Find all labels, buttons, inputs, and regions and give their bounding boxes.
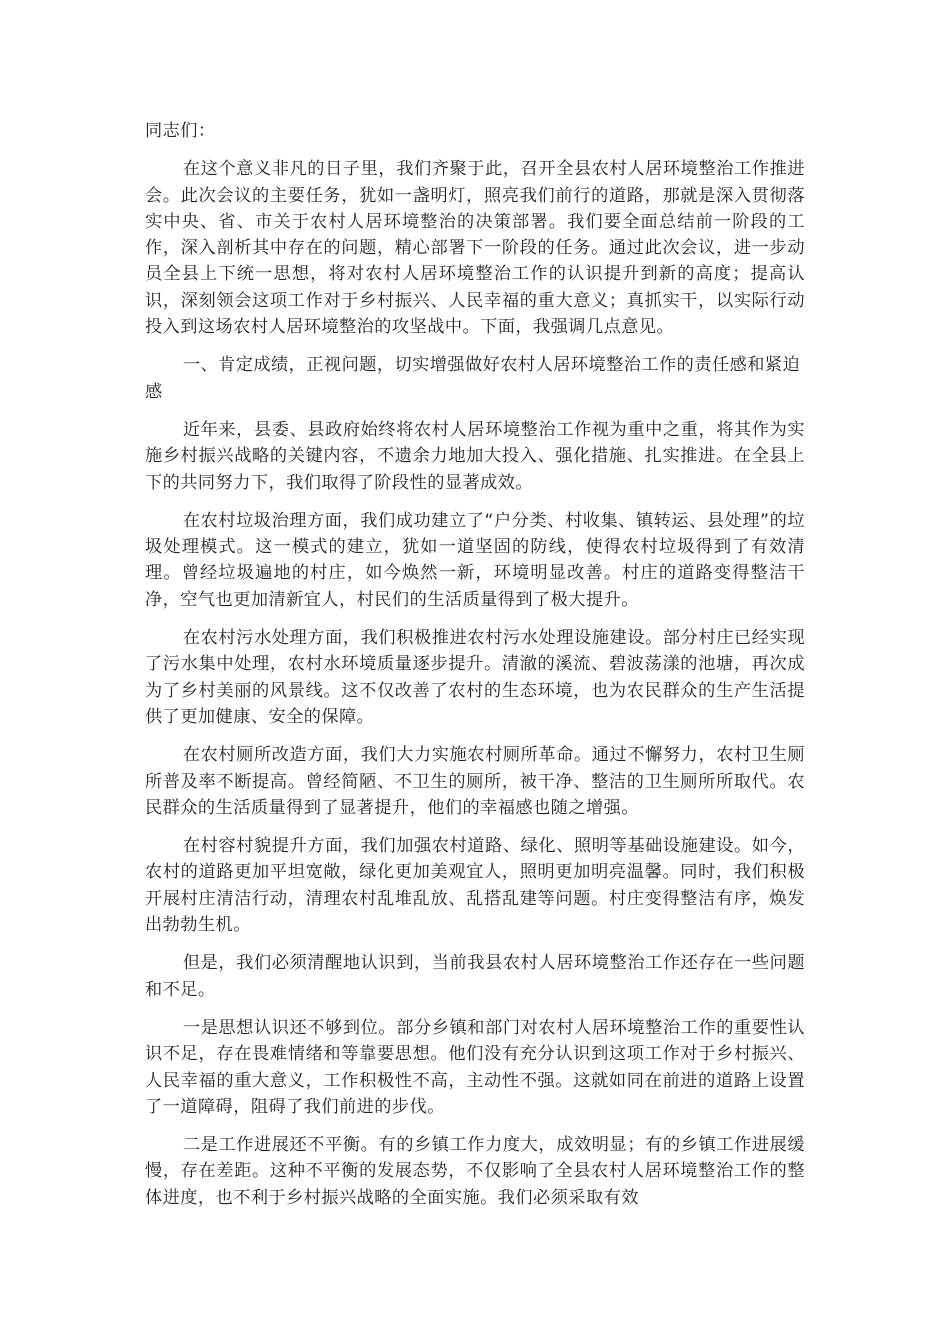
paragraph-toilet: 在农村厕所改造方面，我们大力实施农村厕所革命。通过不懈努力，农村卫生厕所普及率不断提高。曾经简陋、不卫生的厕所，被干净、整洁的卫生厕所所取代。农民群众的生活质量得到了显著提升，他们的幸福感也随之增强。: [145, 745, 805, 818]
paragraph-problem-1: 一是思想认识还不够到位。部分乡镇和部门对农村人居环境整治工作的重要性认识不足，存在畏难情绪和等靠要思想。他们没有充分认识到这项工作对于乡村振兴、人民幸福的重大意义，工作积极性不高，主动性不强。这就如同在前进的道路上设置了一道障碍，阻碍了我们前进的步伐。: [145, 1017, 805, 1117]
paragraph-sewage: 在农村污水处理方面，我们积极推进农村污水处理设施建设。部分村庄已经实现了污水集中处理，农村水环境质量逐步提升。清澈的溪流、碧波荡漾的池塘，再次成为了乡村美丽的风景线。这不仅改善了农村的生态环境，也为农民群众的生产生活提供了更加健康、安全的保障。: [145, 628, 805, 727]
document-page: [145, 118, 805, 1223]
paragraph-problem-2: 二是工作进展还不平衡。有的乡镇工作力度大，成效明显；有的乡镇工作进展缓慢，存在差距。这种不平衡的发展态势，不仅影响了全县农村人居环境整治工作的整体进度，也不利于乡村振兴战略的全面实施。我们必须采取有效: [145, 1135, 805, 1208]
paragraph-problems-intro: 但是，我们必须清醒地认识到，当前我县农村人居环境整治工作还存在一些问题和不足。: [145, 953, 805, 1000]
paragraph-achievements-intro: 近年来，县委、县政府始终将农村人居环境整治工作视为重中之重，将其作为实施乡村振兴战略的关键内容，不遗余力地加大投入、强化措施、扎实推进。在全县上下的共同努力下，我们取得了阶段性的显著成效。: [145, 419, 805, 493]
paragraph-garbage: 在农村垃圾治理方面，我们成功建立了“户分类、村收集、镇转运、县处理”的垃圾处理模式。这一模式的建立，犹如一道坚固的防线，使得农村垃圾得到了有效清理。曾经垃圾遍地的村庄，如今焕然一新，环境明显改善。村庄的道路变得整洁干净，空气也更加清新宜人，村民们的生活质量得到了极大提升。: [145, 510, 805, 610]
paragraph-opening: 在这个意义非凡的日子里，我们齐聚于此，召开全县农村人居环境整治工作推进会。此次会议的主要任务，犹如一盏明灯，照亮我们前行的道路，那就是深入贯彻落实中央、省、市关于农村人居环境整治的决策部署。我们要全面总结前一阶段的工作，深入剖析其中存在的问题，精心部署下一阶段的任务。通过此次会议，进一步动员全县上下统一思想，将对农村人居环境整治工作的认识提升到新的高度；提高认识，深刻领会这项工作对于乡村振兴、人民幸福的重大意义；真抓实干，以实际行动投入到这场农村人居环境整治的攻坚战中。下面，我强调几点意见。: [145, 159, 805, 338]
paragraph-village-appearance: 在村容村貌提升方面，我们加强农村道路、绿化、照明等基础设施建设。如今，农村的道路更加平坦宽敞，绿化更加美观宜人，照明更加明亮温馨。同时，我们积极开展村庄清洁行动，清理农村乱堆乱放、乱搭乱建等问题。村庄变得整洁有序，焕发出勃勃生机。: [145, 836, 805, 936]
salutation: 同志们：: [145, 121, 216, 141]
section-heading-1: 一、肯定成绩，正视问题，切实增强做好农村人居环境整治工作的责任感和紧迫感: [145, 355, 801, 402]
